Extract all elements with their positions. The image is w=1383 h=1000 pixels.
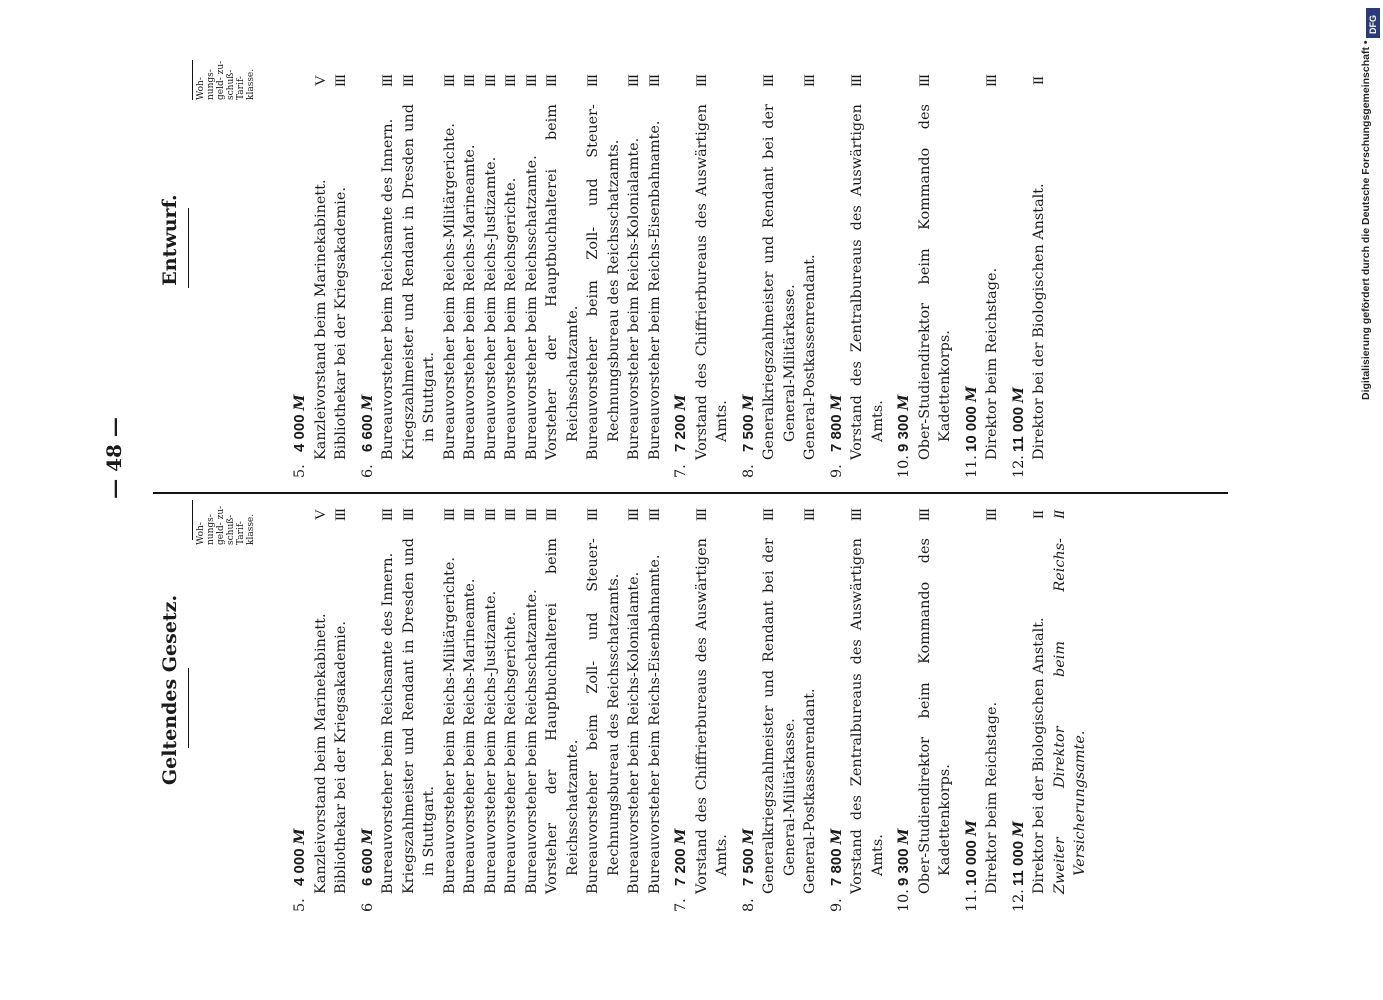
position-entry — [847, 58, 888, 478]
position-entry — [692, 58, 733, 478]
salary-tier — [827, 58, 889, 478]
tier-amount: 7 500 — [739, 848, 757, 886]
position-title: Bureauvorsteher beim Reichsgerichte. — [503, 177, 519, 460]
housing-class: II — [1031, 511, 1047, 520]
tier-heading — [290, 58, 311, 478]
position-title: Bureauvorsteher beim Reichs-Kolonialamte. — [626, 137, 642, 460]
tier-amount: 7 800 — [827, 414, 845, 452]
housing-class: II — [1031, 77, 1047, 86]
position-entry — [522, 58, 543, 478]
housing-class: III — [585, 75, 601, 88]
housing-class: III — [441, 75, 458, 88]
position-entry — [800, 58, 821, 478]
housing-class: III — [482, 509, 499, 522]
position-title: Bibliothekar bei der Kriegsakademie. — [333, 187, 349, 460]
tier-number: 10. — [896, 455, 912, 478]
tier-unit: M — [962, 386, 980, 403]
position-title: Direktor bei der Biologischen Anstalt. — [1031, 617, 1047, 894]
digitization-credit — [1360, 10, 1380, 610]
position-title: Kriegszahlmeister und Rendant in Dresden und in Stuttgart. — [400, 104, 437, 460]
tier-amount: 7 200 — [672, 848, 689, 886]
housing-class: III — [333, 75, 349, 88]
heading-rule-right — [188, 208, 189, 288]
housing-class: III — [503, 75, 519, 88]
tier-amount: 7 500 — [739, 414, 757, 452]
tier-unit: M — [895, 828, 912, 845]
housing-class: III — [646, 75, 663, 88]
salary-tier — [894, 58, 956, 478]
tier-number: 10. — [896, 889, 912, 912]
tier-unit: M — [358, 828, 376, 845]
housing-class: III — [523, 509, 540, 522]
salary-tier — [671, 58, 733, 478]
housing-class: III — [693, 509, 710, 522]
housing-class: III — [380, 509, 396, 522]
housing-class: III — [482, 75, 499, 88]
tier-unit: M — [827, 394, 845, 411]
tier-amount: 6 600 — [358, 414, 376, 452]
position-title: Bureauvorsteher beim Reichsschatzamte. — [523, 155, 540, 460]
position-title: Bureauvorsteher beim Zoll- und Steuer-Rechnungsbureau des Reichsschatzamts. — [585, 538, 622, 894]
housing-class: III — [380, 75, 396, 88]
position-title: Generalkriegszahlmeister und Rendant bei der General-Militärkasse. — [761, 538, 798, 894]
tier-amount: 9 300 — [895, 848, 912, 886]
tier-number: 12. — [1010, 455, 1027, 478]
tier-number: 5. — [292, 464, 308, 478]
housing-class: III — [585, 509, 601, 522]
tier-heading — [827, 58, 848, 478]
tier-number: 11. — [963, 889, 980, 912]
position-title: Kanzleivorstand beim Marinekabinett. — [312, 613, 329, 894]
position-title: Bureauvorsteher beim Reichs-Eisenbahnamte. — [646, 120, 663, 460]
column-right — [290, 0, 1250, 1000]
tier-amount: 6 600 — [358, 848, 376, 886]
position-title: Bureauvorsteher beim Reichs-Militärgerichte. — [441, 123, 458, 460]
housing-class: III — [849, 509, 865, 522]
position-title: Generalkriegszahlmeister und Rendant bei der General-Militärkasse. — [761, 104, 798, 460]
position-title: General-Postkassenrendant. — [802, 688, 818, 894]
salary-tier — [962, 58, 1003, 478]
heading-left-text: Geltendes Gesetz. — [159, 594, 181, 786]
right-body — [290, 58, 1056, 478]
heading-right-text: Entwurf. — [159, 194, 181, 286]
position-title: Bureauvorsteher beim Reichsschatzamte. — [523, 589, 540, 894]
tier-heading — [1009, 58, 1030, 478]
position-title: Bureauvorsteher beim Reichs-Marineamte. — [462, 578, 478, 894]
housing-class: III — [503, 509, 519, 522]
position-title: Vorstand des Chiffrierbureaus des Auswärtigen Amts. — [693, 104, 730, 460]
housing-class: III — [441, 509, 458, 522]
position-title: Bureauvorsteher beim Reichs-Militärgerichte. — [441, 557, 458, 894]
position-entry — [645, 58, 666, 478]
tier-heading — [894, 58, 915, 478]
tier-unit: M — [672, 394, 689, 411]
tier-heading — [962, 58, 983, 478]
housing-class: III — [802, 75, 818, 88]
position-entry — [460, 58, 481, 478]
position-title: Vorstand des Zentralbureaus des Auswärtigen Amts. — [849, 104, 886, 460]
position-title: General-Postkassenrendant. — [802, 254, 818, 460]
tier-number: 7. — [673, 464, 689, 478]
digitization-credit-text: Digitalisierung gefördert durch die Deutsche Forschungsgemeinschaft • — [1360, 40, 1372, 400]
tier-unit: M — [1009, 387, 1027, 403]
tier-amount: 9 300 — [895, 414, 912, 452]
position-title: Vorstand des Zentralbureaus des Auswärtigen Amts. — [849, 538, 886, 894]
position-entry — [501, 58, 522, 478]
position-title: Ober-Studiendirektor beim Kommando des Kadettenkorps. — [916, 104, 953, 460]
tier-number: 7. — [673, 898, 689, 912]
tier-number: 6 — [359, 902, 376, 912]
tier-unit: M — [291, 394, 308, 411]
dfg-logo-text: DFG — [1368, 15, 1378, 34]
position-entry — [311, 58, 332, 478]
tier-number: 12. — [1010, 889, 1027, 912]
housing-class: II — [1051, 511, 1068, 520]
housing-class: III — [400, 509, 417, 522]
class-header-right — [196, 60, 296, 100]
tier-number: 11. — [963, 455, 980, 478]
housing-class: III — [544, 75, 560, 88]
position-title: Bibliothekar bei der Kriegsakademie. — [333, 621, 349, 894]
position-title: Bureauvorsteher beim Reichs-Kolonialamte. — [626, 571, 642, 894]
page-number — [102, 417, 142, 518]
position-title: Bureauvorsteher beim Reichsgerichte. — [503, 611, 519, 894]
salary-tier — [358, 58, 666, 478]
position-title: Direktor beim Reichstage. — [984, 701, 1000, 894]
tier-unit: M — [895, 394, 912, 411]
tier-number: 9. — [828, 898, 845, 912]
position-entry — [583, 58, 624, 478]
housing-class: V — [312, 510, 329, 520]
tier-unit: M — [739, 394, 757, 411]
position-title: Kanzleivorstand beim Marinekabinett. — [312, 179, 329, 460]
tier-unit: M — [962, 820, 980, 837]
position-entry — [440, 58, 461, 478]
tier-unit: M — [672, 828, 689, 845]
position-entry — [915, 58, 956, 478]
housing-class: III — [916, 509, 933, 522]
tier-amount: 10 000 — [962, 840, 980, 886]
tier-number: 6. — [359, 464, 376, 478]
housing-class: III — [693, 75, 710, 88]
position-title: Bureauvorsteher beim Reichs-Justizamte. — [482, 590, 499, 894]
housing-class: III — [523, 75, 540, 88]
housing-class: III — [984, 75, 1000, 88]
tier-unit: M — [358, 394, 376, 411]
position-entry — [759, 58, 800, 478]
class-header-rule-left — [192, 500, 193, 540]
tier-amount: 11 000 — [1009, 840, 1027, 886]
position-entry — [1029, 58, 1050, 478]
housing-class: III — [761, 509, 777, 522]
heading-left — [150, 560, 190, 820]
position-entry — [399, 58, 440, 478]
position-title: Bureauvorsteher beim Reichsamte des Innern. — [380, 552, 396, 894]
tier-heading — [739, 58, 760, 478]
class-header-rule-right — [192, 60, 193, 100]
position-entry — [331, 58, 352, 478]
class-header-left-text: Woh- nungs- geld- zu- schuß- Tarif- klasse. — [196, 505, 256, 545]
tier-number: 9. — [828, 464, 845, 478]
position-title: Bureauvorsteher beim Zoll- und Steuer-Rechnungsbureau des Reichsschatzamts. — [585, 104, 622, 460]
tier-amount: 7 800 — [827, 848, 845, 886]
position-title: Bureauvorsteher beim Reichs-Marineamte. — [462, 144, 478, 460]
position-title: Zweiter Direktor beim Reichs-Versicherungsamte. — [1051, 538, 1088, 894]
housing-class: III — [626, 509, 642, 522]
housing-class: III — [646, 509, 663, 522]
tier-number: 8. — [740, 898, 757, 912]
position-title: Vorstand des Chiffrierbureaus des Auswärtigen Amts. — [693, 538, 730, 894]
housing-class: III — [761, 75, 777, 88]
class-header-right-text: Woh- nungs- geld- zu- schuß- Tarif- klasse. — [196, 60, 256, 100]
class-header-left — [196, 505, 296, 545]
tier-amount: 4 000 — [291, 848, 308, 886]
position-title: Bureauvorsteher beim Reichsamte des Innern. — [380, 118, 396, 460]
heading-right — [150, 110, 190, 370]
tier-unit: M — [291, 828, 308, 845]
position-title: Vorsteher der Hauptbuchhalterei beim Reichsschatzamte. — [544, 104, 581, 460]
position-title: Kriegszahlmeister und Rendant in Dresden und in Stuttgart. — [400, 538, 437, 894]
housing-class: III — [802, 509, 818, 522]
salary-tier — [290, 58, 352, 478]
position-title: Direktor beim Reichstage. — [984, 267, 1000, 460]
tier-unit: M — [1009, 821, 1027, 837]
housing-class: III — [462, 509, 478, 522]
position-entry — [378, 58, 399, 478]
salary-tier — [1009, 58, 1050, 478]
housing-class: III — [400, 75, 417, 88]
tier-heading — [671, 58, 692, 478]
position-entry — [542, 58, 583, 478]
housing-class: III — [462, 75, 478, 88]
position-title: Bureauvorsteher beim Reichs-Eisenbahnamte. — [646, 554, 663, 894]
page-number-text: — 48 — — [102, 417, 126, 499]
housing-class: III — [849, 75, 865, 88]
housing-class: V — [312, 76, 329, 86]
position-title: Vorsteher der Hauptbuchhalterei beim Reichsschatzamte. — [544, 538, 581, 894]
housing-class: III — [984, 509, 1000, 522]
tier-amount: 11 000 — [1009, 406, 1027, 452]
position-title: Ober-Studiendirektor beim Kommando des Kadettenkorps. — [916, 538, 953, 894]
position-title: Bureauvorsteher beim Reichs-Justizamte. — [482, 156, 499, 460]
salary-tier — [739, 58, 821, 478]
dfg-logo — [1366, 8, 1380, 38]
housing-class: III — [626, 75, 642, 88]
position-entry — [982, 58, 1003, 478]
housing-class: III — [544, 509, 560, 522]
tier-amount: 4 000 — [291, 414, 308, 452]
tier-unit: M — [827, 828, 845, 845]
position-title: Direktor bei der Biologischen Anstalt. — [1031, 183, 1047, 460]
position-entry — [481, 58, 502, 478]
tier-heading — [358, 58, 379, 478]
housing-class: III — [916, 75, 933, 88]
position-entry — [624, 58, 645, 478]
tier-amount: 10 000 — [962, 406, 980, 452]
heading-rule-left — [188, 668, 189, 748]
tier-number: 8. — [740, 464, 757, 478]
tier-unit: M — [739, 828, 757, 845]
tier-amount: 7 200 — [672, 414, 689, 452]
tier-number: 5. — [292, 898, 308, 912]
housing-class: III — [333, 509, 349, 522]
